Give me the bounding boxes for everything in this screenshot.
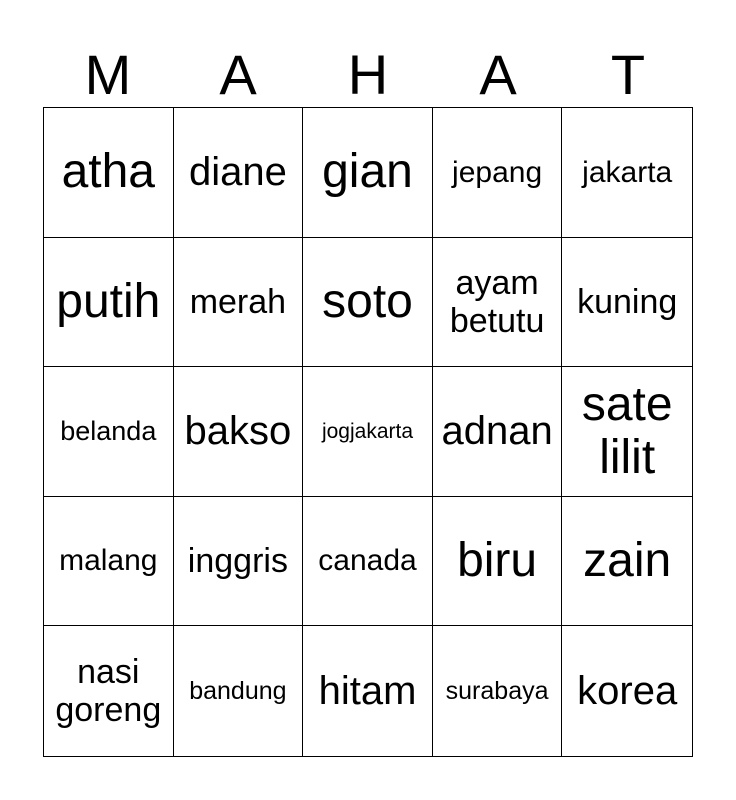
bingo-cell[interactable] bbox=[303, 108, 433, 238]
bingo-cell[interactable] bbox=[44, 626, 174, 756]
cell-label: jakarta bbox=[582, 155, 673, 189]
bingo-cell[interactable] bbox=[433, 626, 563, 756]
cell-label: sate lilit bbox=[581, 377, 673, 485]
bingo-cell[interactable] bbox=[44, 238, 174, 368]
bingo-cell[interactable] bbox=[174, 367, 304, 497]
cell-label: jogjakarta bbox=[321, 419, 414, 443]
cell-label: biru bbox=[457, 534, 538, 588]
cell-label: korea bbox=[577, 668, 678, 713]
cell-label: surabaya bbox=[445, 677, 549, 706]
bingo-cell[interactable] bbox=[562, 108, 692, 238]
bingo-cell[interactable] bbox=[433, 367, 563, 497]
bingo-cell[interactable] bbox=[433, 497, 563, 627]
bingo-cell[interactable] bbox=[174, 238, 304, 368]
bingo-cell[interactable] bbox=[562, 626, 692, 756]
bingo-cell[interactable] bbox=[303, 367, 433, 497]
bingo-cell[interactable] bbox=[174, 108, 304, 238]
cell-label: kuning bbox=[577, 282, 678, 321]
header-letter: A bbox=[479, 43, 517, 106]
cell-label: gian bbox=[322, 145, 413, 199]
bingo-cell[interactable] bbox=[44, 108, 174, 238]
cell-label: jepang bbox=[452, 155, 543, 189]
cell-label: diane bbox=[188, 149, 287, 194]
bingo-header bbox=[43, 44, 693, 106]
bingo-cell[interactable] bbox=[303, 238, 433, 368]
cell-label: soto bbox=[322, 275, 413, 329]
bingo-cell[interactable] bbox=[562, 367, 692, 497]
bingo-cell[interactable] bbox=[44, 367, 174, 497]
header-letter: M bbox=[84, 43, 132, 106]
cell-label: atha bbox=[61, 145, 155, 199]
bingo-cell[interactable] bbox=[303, 626, 433, 756]
bingo-cell[interactable] bbox=[303, 497, 433, 627]
bingo-cell[interactable] bbox=[562, 238, 692, 368]
cell-label: bandung bbox=[189, 677, 287, 706]
cell-label: zain bbox=[583, 534, 672, 588]
bingo-board bbox=[43, 107, 693, 757]
cell-label: hitam bbox=[318, 668, 417, 713]
bingo-cell[interactable] bbox=[174, 626, 304, 756]
cell-label: bakso bbox=[184, 409, 292, 454]
cell-label: inggris bbox=[187, 542, 288, 581]
cell-label: malang bbox=[59, 544, 158, 578]
header-letter: H bbox=[347, 43, 389, 106]
cell-label: merah bbox=[189, 282, 287, 321]
cell-label: adnan bbox=[441, 409, 553, 454]
cell-label: canada bbox=[318, 544, 417, 578]
bingo-cell[interactable] bbox=[433, 238, 563, 368]
cell-label: belanda bbox=[60, 416, 157, 447]
cell-label: putih bbox=[56, 275, 161, 329]
header-letter: A bbox=[219, 43, 257, 106]
bingo-cell[interactable] bbox=[562, 497, 692, 627]
cell-label: nasi goreng bbox=[55, 653, 162, 730]
cell-label: ayam betutu bbox=[449, 263, 545, 340]
header-letter: T bbox=[610, 43, 646, 106]
bingo-cell[interactable] bbox=[44, 497, 174, 627]
bingo-cell[interactable] bbox=[433, 108, 563, 238]
bingo-cell[interactable] bbox=[174, 497, 304, 627]
